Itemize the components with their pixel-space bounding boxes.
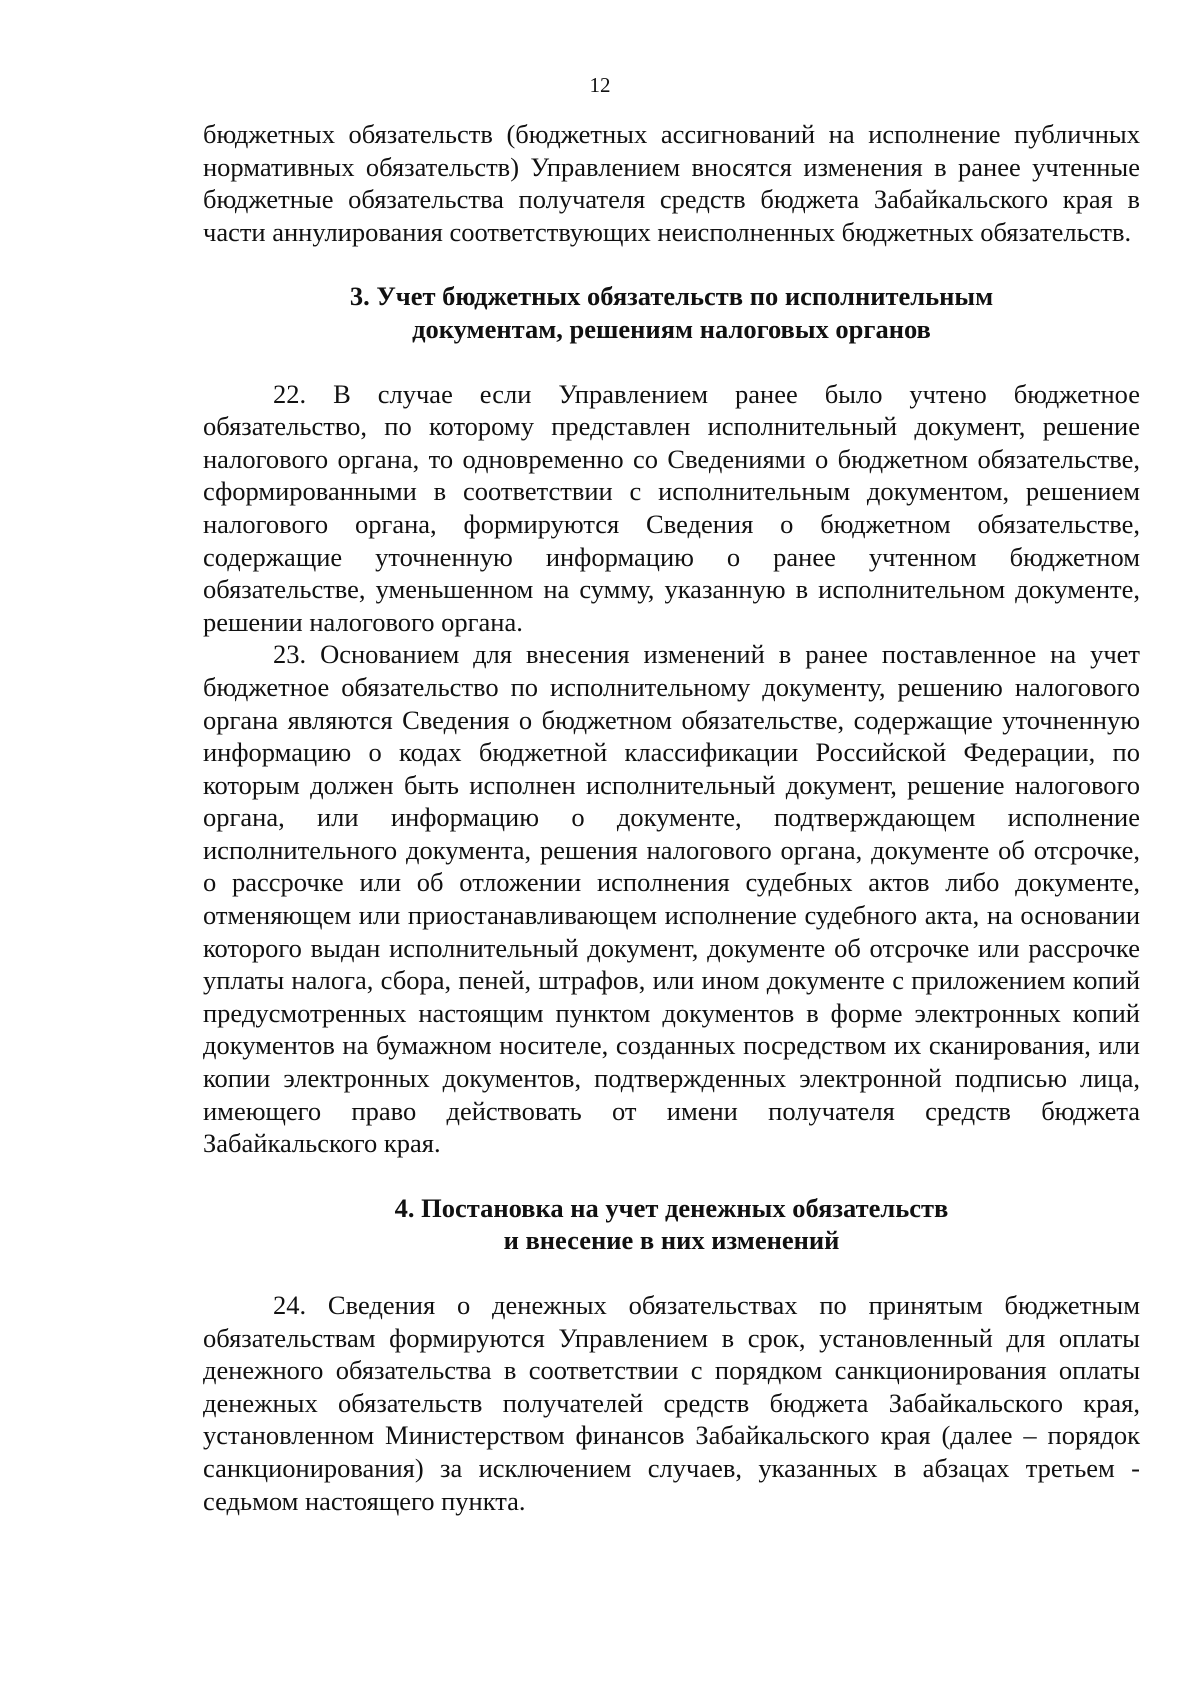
section-heading-3 <box>203 280 1140 345</box>
spacer <box>203 346 1140 378</box>
spacer <box>203 1160 1140 1192</box>
paragraph-24: 24. Сведения о денежных обязательствах по принятым бюджетным обязательствам формируются Управлением в срок, установленный для оплаты денежного обязательства в соответствии с порядком санкционирования оплаты денежных обязательств получателей средств бюджета Забайкальского края, установленном Министерством финансов Забайкальского края (далее – порядок санкционирования) за исключением случаев, указанных в абзацах третьем - седьмом настоящего пункта. <box>203 1290 1140 1516</box>
section-heading-4 <box>203 1192 1140 1257</box>
document-body <box>203 118 1140 1517</box>
paragraph-23: 23. Основанием для внесения изменений в ранее поставленное на учет бюджетное обязательство по исполнительному документу, решению налогового органа являются Сведения о бюджетном обязательстве, содержащие уточненную информацию о кодах бюджетной классификации Российской Федерации, по которым должен быть исполнен исполнительный документ, решение налогового органа, или информацию о документе, подтверждающем исполнение исполнительного документа, решения налогового органа, документе об отсрочке, о рассрочке или об отложении исполнения судебных актов либо документе, отменяющем или приостанавливающем исполнение судебного акта, на основании которого выдан исполнительный документ, документе об отсрочке или рассрочке уплаты налога, сбора, пеней, штрафов, или ином документе с приложением копий предусмотренных настоящим пунктом документов в форме электронных копий документов на бумажном носителе, созданных посредством их сканирования, или копии электронных документов, подтвержденных электронной подписью лица, имеющего право действовать от имени получателя средств бюджета Забайкальского края. <box>203 639 1140 1159</box>
section-heading-line: 3. Учет бюджетных обязательств по исполнительным <box>349 281 994 312</box>
section-heading-line: 4. Постановка на учет денежных обязательств <box>394 1192 949 1223</box>
paragraph-continuation: бюджетных обязательств (бюджетных ассигнований на исполнение публичных нормативных обязательств) Управлением вносятся изменения в ранее учтенные бюджетные обязательства получателя средств бюджета Забайкальского края в части аннулирования соответствующих неисполненных бюджетных обязательств. <box>203 119 1140 247</box>
section-heading-line: документам, решениям налоговых органов <box>412 313 931 344</box>
section-heading-line: и внесение в них изменений <box>503 1225 840 1256</box>
page-number: 12 <box>589 73 611 97</box>
spacer <box>203 248 1140 280</box>
paragraph-22: 22. В случае если Управлением ранее было учтено бюджетное обязательство, по которому представлен исполнительный документ, решение налогового органа, то одновременно со Сведениями о бюджетном обязательстве, сформированными в соответствии с исполнительным документом, решением налогового органа, формируются Сведения о бюджетном обязательстве, содержащие уточненную информацию о ранее учтенном бюджетном обязательстве, уменьшенном на сумму, указанную в исполнительном документе, решении налогового органа. <box>203 378 1140 637</box>
spacer <box>203 1257 1140 1289</box>
